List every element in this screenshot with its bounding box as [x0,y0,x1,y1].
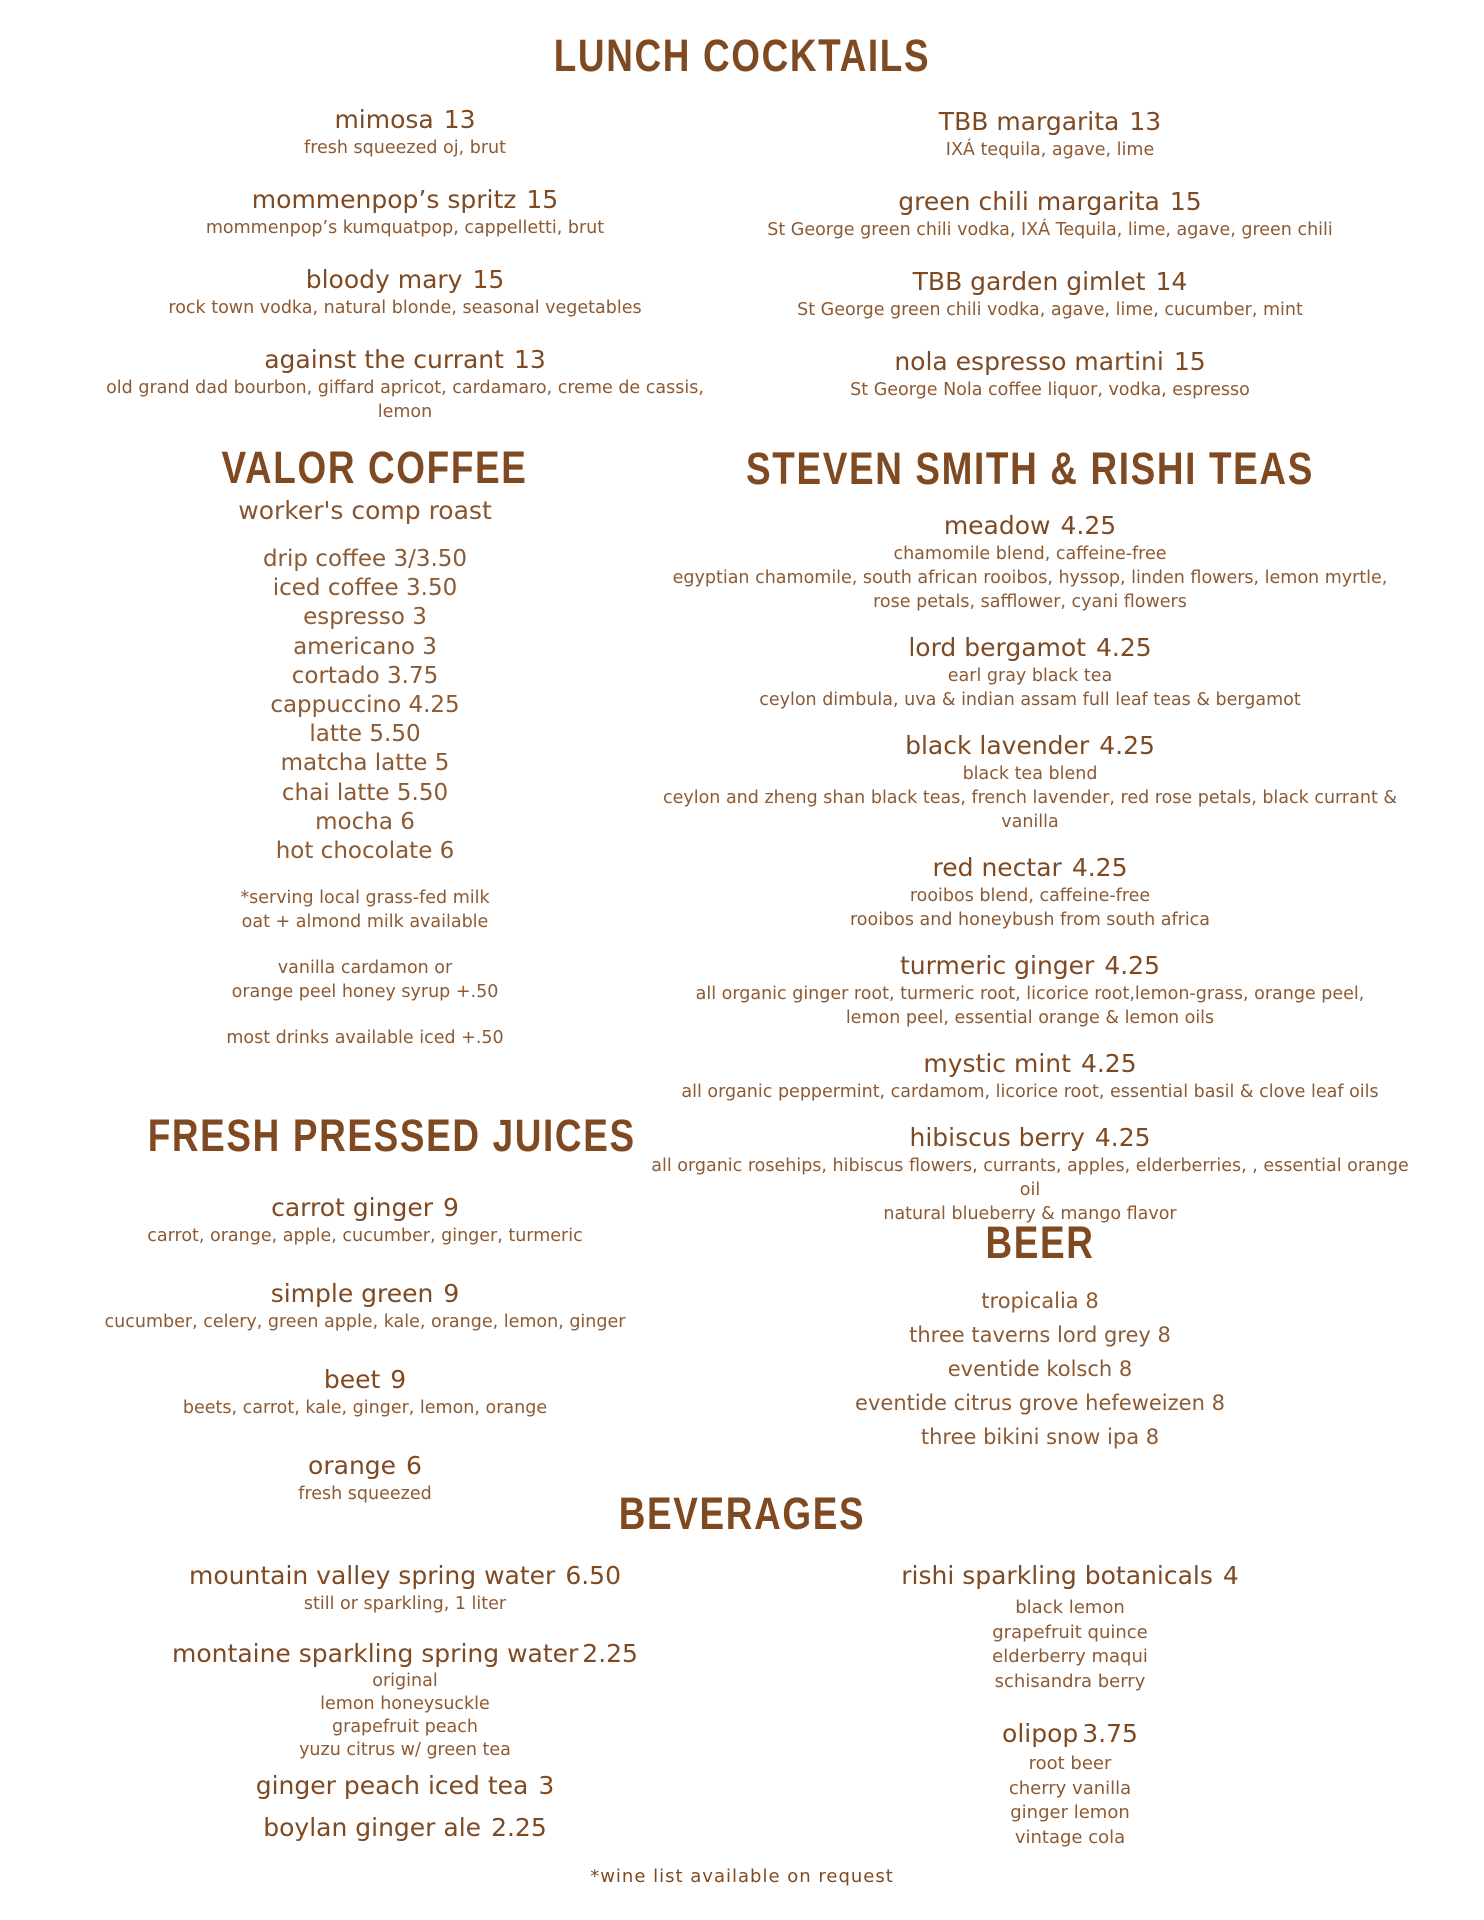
flavor-option: black lemon [1015,1597,1125,1618]
item-name: black lavender [905,731,1090,760]
coffee-subtitle: worker's comp roast [238,496,492,525]
tea-item [650,1122,1410,1226]
item-name: mountain valley spring water [188,1561,556,1590]
item-description: earl gray black tea [947,666,1113,686]
beer-item: tropicalia 8 [981,1289,1099,1313]
item-name: meadow [943,511,1051,540]
menu-item [750,186,1350,242]
item-price: 9 [390,1365,407,1394]
menu-item [750,106,1350,162]
item-description: St George Nola coffee liquor, vodka, espresso [850,380,1250,400]
menu-item [80,104,730,160]
item-price: 9 [442,1193,459,1222]
beverage-item [880,1560,1260,1694]
item-name: bloody mary [305,265,463,294]
coffee-item: chai latte 5.50 [281,779,449,806]
item-price: 4.25 [1080,1049,1137,1078]
item-price: 4 [1222,1561,1239,1590]
item-name: against the currant [264,345,504,374]
tea-item [650,730,1410,834]
item-description: natural blueberry & mango flavor [883,1204,1177,1224]
beer-item: eventide kolsch 8 [947,1357,1133,1381]
beer-item: three bikini snow ipa 8 [920,1425,1160,1449]
item-price: 13 [443,105,476,134]
item-description: fresh squeezed [298,1484,432,1504]
item-description: beets, carrot, kale, ginger, lemon, orange [182,1398,548,1418]
item-name: turmeric ginger [900,951,1095,980]
coffee-item: mocha 6 [315,808,415,835]
item-description: ceylon and zheng shan black teas, french lavender, red rose petals, black currant & vanilla [662,788,1398,832]
coffee-note: most drinks available iced +.50 [226,1028,504,1049]
item-description: all organic peppermint, cardamom, licorice root, essential basil & clove leaf oils [681,1082,1379,1102]
item-name: TBB garden gimlet [912,267,1146,296]
item-description: mommenpop’s kumquatpop, cappelletti, brut [205,218,605,238]
item-description: St George green chili vodka, agave, lime, cucumber, mint [797,300,1303,320]
item-name: nola espresso martini [894,347,1164,376]
item-price: 2.25 [491,1813,547,1842]
item-name: carrot ginger [271,1193,433,1222]
item-name: mimosa [334,105,434,134]
item-price: 14 [1155,267,1188,296]
item-description: old grand dad bourbon, giffard apricot, cardamaro, creme de cassis, lemon [106,378,704,422]
item-name: TBB margarita [938,107,1120,136]
juices-list [90,1192,640,1529]
item-name: rishi sparkling botanicals [901,1561,1213,1590]
item-price: 15 [526,185,559,214]
item-price: 15 [1169,187,1202,216]
teas-list [650,510,1410,1249]
item-price: 4.25 [1095,633,1152,662]
item-description: rooibos and honeybush from south africa [849,910,1211,930]
item-price: 13 [513,345,546,374]
coffee-item: cappuccino 4.25 [270,692,460,719]
menu-item [80,264,730,320]
item-name: olipop [1002,1719,1079,1748]
item-name: mommenpop’s spritz [251,185,517,214]
item-description: all organic ginger root, turmeric root, licorice root,lemon-grass, orange peel, [695,984,1365,1004]
beverage-item [150,1638,660,1762]
coffee-item: cortado 3.75 [291,662,439,689]
menu-item [80,184,730,240]
coffee-heading: VALOR COFFEE [221,442,528,493]
item-description: fresh squeezed oj, brut [304,138,506,158]
tea-item [650,510,1410,614]
item-name: beet [323,1365,381,1394]
item-name: hibiscus berry [909,1123,1085,1152]
menu-item [80,344,730,424]
item-price: 4.25 [1060,511,1117,540]
beverage-item [150,1560,660,1616]
item-name: ginger peach iced tea [255,1771,529,1800]
beer-item: three taverns lord grey 8 [909,1323,1171,1347]
flavor-option: vintage cola [1014,1826,1126,1848]
item-price: 3 [538,1771,555,1800]
beverage-item [150,1770,660,1802]
juice-item [90,1364,640,1420]
coffee-item: matcha latte 5 [280,750,450,777]
flavor-option: lemon honeysuckle [320,1694,490,1714]
item-description: ceylon dimbula, uva & indian assam full leaf teas & bergamot [759,690,1301,710]
item-description: cucumber, celery, green apple, kale, orange, lemon, ginger [104,1312,626,1332]
coffee-note: *serving local grass-fed milk [240,888,490,909]
flavor-option: ginger lemon [1010,1802,1130,1823]
item-description: rose petals, safflower, cyani flowers [873,592,1187,612]
flavor-option: elderberry maqui [992,1646,1148,1667]
item-description: all organic rosehips, hibiscus flowers, currants, apples, elderberries, , essential orange oil [651,1156,1409,1200]
item-description: lemon peel, essential orange & lemon oils [845,1008,1215,1028]
item-price: 15 [472,265,505,294]
item-description: rooibos blend, caffeine-free [909,886,1151,906]
cocktails-right-column [750,106,1350,425]
item-price: 13 [1129,107,1162,136]
item-name: boylan ginger ale [263,1813,482,1842]
coffee-note: orange peel honey syrup +.50 [231,982,499,1003]
beer-list [780,1284,1300,1454]
item-price: 4.25 [1099,731,1155,760]
item-price: 9 [443,1279,460,1308]
item-name: green chili margarita [898,187,1160,216]
beverage-item [880,1718,1260,1850]
item-description: black tea blend [962,764,1098,784]
item-description: egyptian chamomile, south african rooibos, hyssop, linden flowers, lemon myrtle, [672,568,1388,588]
item-price: 4.25 [1104,951,1160,980]
item-price: 4.25 [1094,1123,1151,1152]
item-name: orange [308,1451,397,1480]
item-description: carrot, orange, apple, cucumber, ginger, turmeric [147,1226,583,1246]
cocktails-left-column [80,104,730,447]
juice-item [90,1278,640,1334]
coffee-section [190,442,540,1050]
flavor-option: root beer [1028,1753,1112,1774]
coffee-item: americano 3 [293,633,437,660]
item-price: 6.50 [565,1561,621,1590]
coffee-note: oat + almond milk available [241,912,489,933]
beverages-heading: BEVERAGES [618,1488,866,1539]
flavor-option: schisandra berry [994,1670,1146,1692]
menu-item [750,266,1350,322]
flavor-option: yuzu citrus w/ green tea [299,1740,511,1760]
item-price: 6 [406,1451,422,1480]
flavor-option: original [372,1671,438,1691]
item-name: mystic mint [923,1049,1071,1078]
coffee-note: vanilla cardamon or [277,958,453,979]
item-price: 2.25 [582,1639,638,1668]
tea-item [650,852,1410,932]
tea-item [650,950,1410,1030]
beer-heading: BEER [985,1217,1095,1268]
coffee-item: latte 5.50 [309,721,421,748]
item-price: 15 [1173,347,1206,376]
wine-list-note: *wine list available on request [590,1866,894,1887]
item-description: rock town vodka, natural blonde, seasonal vegetables [168,298,642,318]
tea-item [650,1048,1410,1104]
item-name: montaine sparkling spring water [172,1639,579,1668]
coffee-item: iced coffee 3.50 [272,575,458,602]
item-description: IXÁ tequila, agave, lime [945,140,1155,160]
coffee-item: hot chocolate 6 [275,838,455,865]
beverages-left-column [150,1560,660,1867]
beverages-right-column [880,1560,1260,1873]
item-name: simple green [270,1279,434,1308]
coffee-item: espresso 3 [303,604,427,631]
item-price: 4.25 [1071,853,1128,882]
juices-heading: FRESH PRESSED JUICES [147,1110,636,1161]
juice-item [90,1192,640,1248]
flavor-option: grapefruit quince [992,1621,1148,1643]
coffee-item: drip coffee 3/3.50 [262,546,468,572]
beverage-item [150,1812,660,1844]
item-description: chamomile blend, caffeine-free [893,544,1167,564]
menu-item [750,346,1350,402]
item-description: St George green chili vodka, IXÁ Tequila, lime, agave, green chili [767,220,1333,240]
item-name: red nectar [932,853,1062,882]
flavor-option: cherry vanilla [1008,1777,1132,1799]
teas-heading: STEVEN SMITH & RISHI TEAS [746,443,1314,494]
flavor-option: grapefruit peach [332,1717,478,1737]
item-price: 3.75 [1082,1719,1138,1748]
item-name: lord bergamot [908,633,1086,662]
tea-item [650,632,1410,712]
lunch-cocktails-heading: LUNCH COCKTAILS [553,30,931,81]
item-description: still or sparkling, 1 liter [303,1594,507,1614]
beer-item: eventide citrus grove hefeweizen 8 [855,1391,1225,1415]
